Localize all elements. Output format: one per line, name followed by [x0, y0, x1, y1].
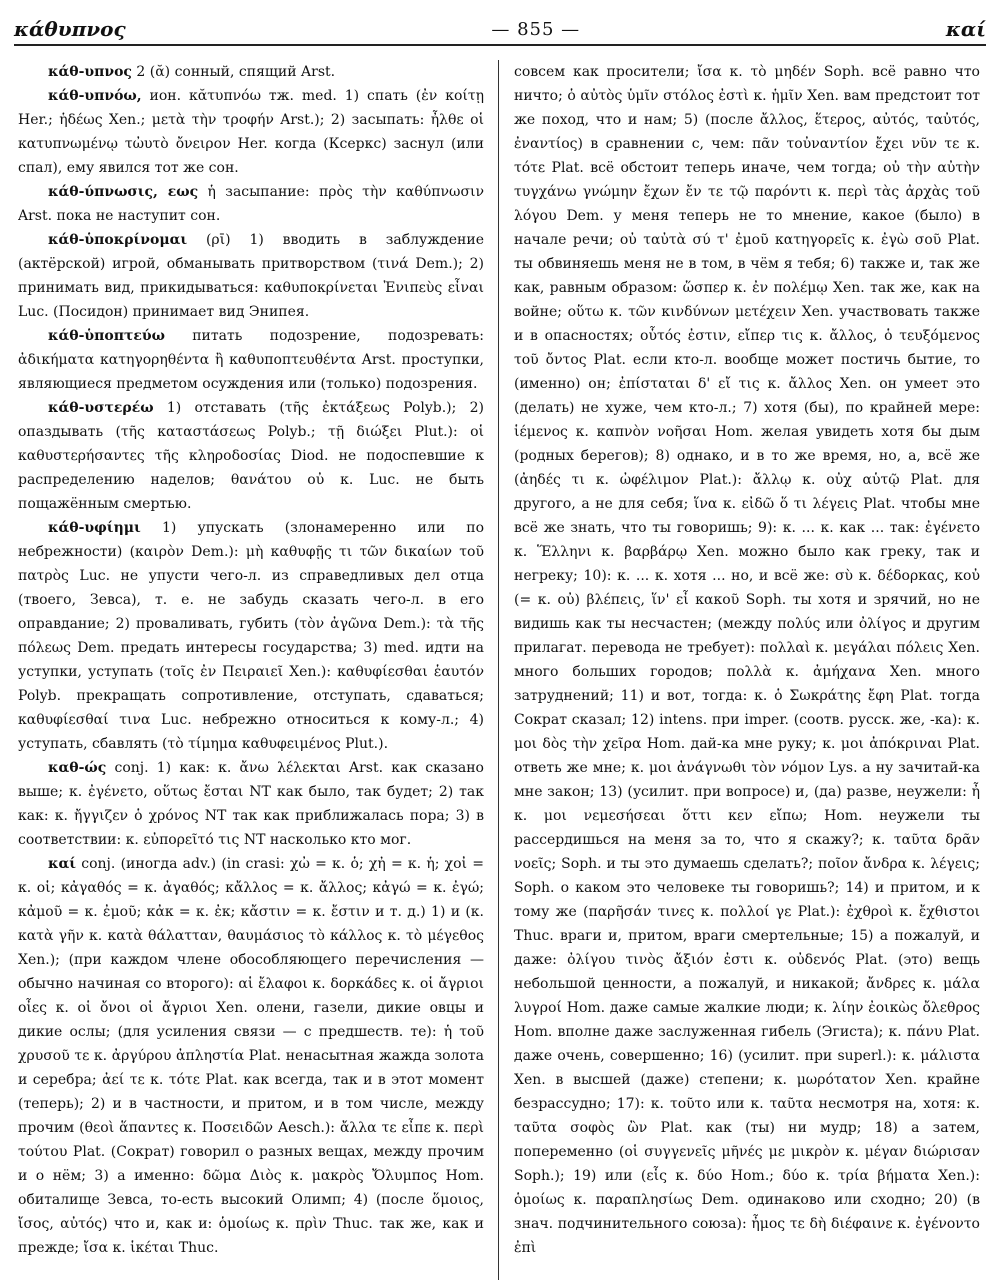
header-rule — [14, 44, 986, 46]
entry-headword: κάθ-υπνόω, — [48, 88, 142, 104]
column-divider — [498, 60, 499, 1280]
dictionary-entry — [18, 396, 484, 516]
dictionary-entry — [18, 60, 484, 84]
entry-headword: καθ-ώς — [48, 760, 107, 776]
entry-continuation: совсем как просители; ἴσα κ. τὸ μηδέν Soph. всё равно что ничто; ὁ αὐτὸς ὑμῖν στόλος ἐστὶ κ. ἡμῖν Xen. вам предстоит тот же поход, что и нам; 5) (после ἄλλος, ἕτερος, αὐτός, ταὐτός, ἐναντίος) в сравнении с, чем: πᾶν τοὐναντίον ἔχει νῦν τε κ. τότε Plat. всё обстоит теперь иначе, чем тогда; οὐ τὴν αὐτὴν τυγχάνω γνώμην ἔχων ἔν τε τῷ παρόντι κ. περὶ τὰς ἀρχὰς τοῦ λόγου Dem. у меня теперь не то мнение, какое (было) в начале речи; οὐ ταὐτὰ σύ τ' ἐμοῦ κατηγορεῖς κ. ἐγὼ σοῦ Plat. ты обвиняешь меня не в том, в чём я тебя; 6) также и, так же как, равным образом: ὥσπερ κ. ἐν πολέμῳ Xen. так же, как на войне; οὕτω κ. τῶν κινδύνων μετέχειν Xen. участвовать также и в опасностях; οὗτός ἐστιν, εἴπερ τις κ. ἄλλος, ὁ τευξόμενος τοῦ ὄντος Plat. если кто-л. вообще может постичь бытие, то (именно) он; ἐπίσταται δ' εἴ τις κ. ἄλλος Xen. он умеет это (делать) не хуже, чем кто-л.; 7) хотя (бы), по крайней мере: ἱέμενος κ. καπνὸν νοῆσαι Hom. желая увидеть хотя бы дым (родных берегов); 8) однако, и в то же время, но, а, всё же (ἀηδές τι κ. ὠφέλιμον Plat.): ἄλλῳ κ. οὐχ αὑτῷ Plat. для другого, а не для себя; ἵνα κ. εἰδῶ ὅ τι λέγεις Plat. чтобы мне всё же знать, что ты говоришь; 9): κ. ... κ. как ... так: ἐγένετο κ. Ἕλληνι κ. βαρβάρῳ Xen. можно было как греку, так и негреку; 10): κ. ... κ. хотя ... но, и всё же: σὺ κ. δέδορκας, κοὐ (= κ. οὐ) βλέπεις, ἵν' εἶ κακοῦ Soph. ты хотя и зрячий, но не видишь как ты несчастен; (между πολύς или ὀλίγος и другим прилагат. перевода не требует): πολλαὶ κ. μεγάλαι πόλεις Xen. много больших городов; πολλὰ κ. ἀμήχανα Xen. много затруднений; 11) и вот, тогда: κ. ὁ Σωκράτης ἔφη Plat. тогда Сократ сказал; 12) intens. при imper. (соотв. русск. же, -ка): κ. μοι δὸς τὴν χεῖρα Hom. дай-ка мне руку; κ. μοι ἀπόκριναι Plat. ответь же мне; κ. μοι ἀνάγνωθι τὸν νόμον Lys. а ну зачитай-ка мне закон; 13) (усилит. при вопросе) и, (да) разве, неужели: ἦ κ. μοι νεμεσήσεαι ὅττι κεν εἴπω; Hom. неужели ты рассердишься на меня за то, что я скажу?; κ. ταῦτα δρᾶν νοεῖς; Soph. и ты это думаешь сделать?; ποῖον ἄνδρα κ. λέγεις; Soph. о каком это человеке ты говоришь?; 14) и притом, и к тому же (παρῆσάν τινες κ. πολλοί γε Plat.): ἐχθροὶ κ. ἔχθιστοι Thuc. враги и, притом, враги смертельные; 15) а пожалуй, и даже: ὀλίγου τινὸς ἄξιόν ἐστι κ. οὐδενός Plat. (это) вещь небольшой ценности, а пожалуй, и никакой; ἄνδρες κ. μάλα λυγροί Hom. даже самые жалкие люди; κ. λίην ἐοικὼς ὄλεθρος Hom. вполне даже заслуженная гибель (Эгиста); κ. πάνυ Plat. даже очень, совершенно; 16) (усилит. при superl.): κ. μάλιστα Xen. в высшей (даже) степени; κ. μωρότατον Xen. крайне безрассудно; 17): κ. τοῦτο или κ. ταῦτα несмотря на, хотя: κ. ταῦτα σοφὸς ὢν Plat. как (ты) ни мудр; 18) а затем, попеременно (οἱ συγγενεῖς μῆνές με μικρὸν κ. μέγαν διώρισαν Soph.); 19) или (εἷς κ. δύο Hom.; δύο κ. τρία βήματα Xen.): ὁμοίως κ. παραπλησίως Dem. одинаково или сходно; 20) (в знач. подчинительного союза): ἦμος τε δὴ διέφαινε κ. ἐγένοντο ἐπὶ — [514, 64, 980, 1256]
entry-headword: κάθ-ύπνωσις, εως — [48, 184, 199, 200]
entry-body: ἡ засыпание: πρὸς τὴν καθύπνωσιν Arst. пока не наступит сон. — [18, 184, 484, 224]
entry-body: ион. κᾰτυπνόω тж. med. 1) спать (ἐν κοίτῃ Her.; ἡδέως Xen.; μετὰ τὴν τροφήν Arst.); 2) засыпать: ἦλθε οἱ κατυπνωμένῳ τὠυτὸ ὄνειρον Her. когда (Ксеркс) заснул (или спал), ему явился тот же сон. — [18, 88, 484, 176]
entry-body: 1) отставать (τῆς ἐκτάξεως Polyb.); 2) опаздывать (τῆς καταστάσεως Polyb.; τῇ διώξει Plut.): οἱ καθυστερήσαντες τῆς κληροδοσίας Diod. не подоспевшие к распределению наделов; θανάτου οὐ κ. Luc. не быть пощажённым смертью. — [18, 400, 484, 512]
entry-body: 1) упускать (злонамеренно или по небрежности) (καιρὸν Dem.): μὴ καθυφῇς τι τῶν δικαίων τοῦ πατρὸς Luc. не упусти чего-л. из справедливых дел отца (твоего, Зевса), т. е. не забудь сказать чего-л. в его оправдание; 2) проваливать, губить (τὸν ἀγῶνα Dem.): τὰ τῆς πόλεως Dem. предать интересы государства; 3) med. идти на уступки, уступать (τοῖς ἐν Πειραιεῖ Xen.): καθυφίεσθαι ἑαυτόν Polyb. прекращать сопротивление, отступать, сдаваться; καθυφίεσθαί τινα Luc. небрежно относиться к кому-л.; 4) уступать, сбавлять (τὸ τίμημα καθυφειμένος Plut.). — [18, 520, 484, 752]
dictionary-entry — [18, 324, 484, 396]
dictionary-entry — [18, 756, 484, 852]
entry-body: 2 (ᾰ) сонный, спящий Arst. — [131, 64, 336, 80]
dictionary-entry — [18, 852, 484, 1260]
dictionary-entry — [18, 228, 484, 324]
entry-body: conj. (иногда adv.) (in crasi: χὠ = κ. ὁ; χἠ = κ. ἡ; χοἰ = κ. οἱ; κἀγαθός = κ. ἀγαθός; κἄλλος = κ. ἄλλος; κἀγώ = κ. ἐγώ; κἀμοῦ = κ. ἐμοῦ; κἀκ = κ. ἐκ; κἄστιν = κ. ἔστιν и т. д.) 1) и (κ. κατὰ γῆν κ. κατὰ θάλατταν, θαυμάσιος τὸ κάλλος κ. τὸ μέγεθος Xen.); (при каждом члене обособляющего перечисления — обычно начиная со второго): αἱ ἔλαφοι κ. δορκάδες κ. οἱ ἄγριοι οἶες κ. οἱ ὄνοι οἱ ἄγριοι Xen. олени, газели, дикие овцы и дикие ослы; (для усиления связи — с предшеств. те): ἡ τοῦ χρυσοῦ τε κ. ἀργύρου ἀπληστία Plat. ненасытная жажда золота и серебра; ἀεί τε κ. τότε Plat. как всегда, так и в этот момент (теперь); 2) и в частности, и притом, и в том числе, между прочим (θεοὶ ἅπαντες κ. Ποσειδῶν Aesch.): ἄλλα τε εἶπε κ. περὶ τούτου Plat. (Сократ) говорил о разных вещах, между прочим и о нём; 3) а именно: δῶμα Διὸς κ. μακρὸς Ὄλυμπος Hom. обиталище Зевса, то-есть высокий Олимп; 4) (после ὅμοιος, ἴσος, αὐτός) что и, как и: ὁμοίως κ. πρὶν Thuc. так же, как и прежде; ἴσα κ. ἱκέται Thuc. — [18, 856, 484, 1256]
entry-body: conj. 1) как: κ. ἄνω λέλεκται Arst. как сказано выше; κ. ἐγένετο, οὕτως ἔσται NT как было, так будет; 2) так как: κ. ἤγγιζεν ὁ χρόνος NT так как приближалась пора; 3) в соответствии: κ. εὐπορεῖτό τις NT насколько кто мог. — [18, 760, 484, 848]
dictionary-entry — [18, 84, 484, 180]
dictionary-entry — [18, 516, 484, 756]
dictionary-entry — [18, 180, 484, 228]
entry-headword: κάθ-υφίημι — [48, 520, 141, 536]
entry-headword: καί — [48, 856, 77, 872]
running-headword-right: καί — [945, 17, 986, 41]
right-column — [514, 60, 980, 1280]
page-number: — 855 — — [491, 18, 581, 40]
entry-body: (ρῑ) 1) вводить в заблуждение (актёрской) игрой, обманывать притворством (τινά Dem.); 2) принимать вид, прикидываться: καθυποκρίνεται Ἐνιπεὺς εἶναι Luc. (Посидон) принимает вид Энипея. — [18, 232, 484, 320]
entry-headword: κάθ-υπνος — [48, 64, 132, 80]
left-column — [18, 60, 484, 1280]
entry-headword: κάθ-ὑποκρίνομαι — [48, 232, 188, 248]
entry-body: питать подозрение, подозревать: ἀδικήματα κατηγορηθέντα ἢ καθυποπτευθέντα Arst. проступки, являющиеся предметом осуждения или (только) подозрения. — [18, 328, 484, 392]
running-headword-left: κάθυπνος — [14, 17, 126, 41]
entry-headword: κάθ-ὑποπτεύω — [48, 328, 165, 344]
page-header — [14, 14, 986, 44]
entry-headword: κάθ-υστερέω — [48, 400, 154, 416]
